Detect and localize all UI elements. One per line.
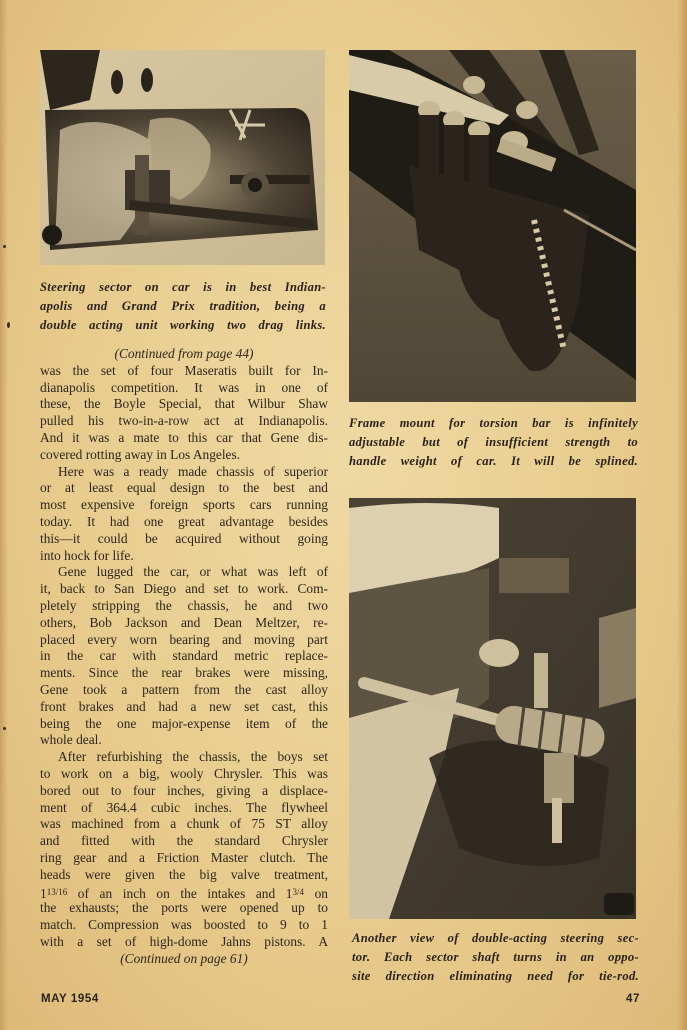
article-line: ring gear and a Friction Master clutch. The xyxy=(40,849,328,865)
article-line: it, back to San Diego and set to work. Com- xyxy=(40,581,328,597)
article-line: bored out to four inches, giving a displace- xyxy=(40,782,328,798)
article-line: $1^{13/16}$ of an inch on the intakes and $1^{3/4}$ on xyxy=(40,885,328,901)
page-edge-shadow xyxy=(677,0,687,1030)
page-edge-shadow xyxy=(0,0,8,1030)
article-line: most expensive foreign sports cars running xyxy=(40,497,328,513)
article-line: or at least equal design to the best and xyxy=(40,480,328,496)
article-line: placed every worn bearing and moving part xyxy=(40,631,328,647)
caption-line: Steering sector on car is in best Indian- xyxy=(40,280,326,294)
continued-on-note: (Continued on page 61) xyxy=(120,950,248,966)
article-line: match. Compression was boosted to 9 to 1 xyxy=(40,917,328,933)
steering-sector-caption xyxy=(40,278,326,335)
article-line: the exhausts; the ports were opened up to xyxy=(40,900,328,916)
article-line: Gene took a pattern from the cast alloy xyxy=(40,681,328,697)
article-line: front brakes and had a new set cast, this xyxy=(40,698,328,714)
article-line: dianapolis competition. It was in one of xyxy=(40,379,328,395)
article-line: in the car with standard metric replace- xyxy=(40,648,328,664)
article-line: being the one major-expense item of the xyxy=(40,715,328,731)
article-body xyxy=(40,363,328,951)
article-line: was the set of four Maseratis built for In- xyxy=(40,362,328,378)
article-line: to work on a big, wooly Chrysler. This was xyxy=(40,765,328,781)
page-number: 47 xyxy=(626,993,640,1005)
article-line: ments. Since the rear brakes were missing, xyxy=(40,665,328,681)
article-line: pulled his two-in-a-row act at Indianapolis. xyxy=(40,413,328,429)
caption-line: handle weight of car. It will be splined. xyxy=(349,454,638,468)
article-line: whole deal. xyxy=(40,732,102,748)
article-line: into hock for life. xyxy=(40,547,134,563)
double-acting-sector-photo xyxy=(349,498,636,919)
article-line: ment of 364.4 cubic inches. The flywheel xyxy=(40,799,328,815)
article-line: After refurbishing the chassis, the boys set xyxy=(58,749,328,765)
article-line: heads were given the big valve treatment, xyxy=(40,866,328,882)
article-column xyxy=(40,346,328,967)
article-line: was machined from a chunk of 75 ST alloy xyxy=(40,816,328,832)
print-speck xyxy=(7,322,10,328)
caption-line: Another view of double-acting steering sec- xyxy=(352,931,639,945)
steering-sector-photo xyxy=(40,50,325,265)
caption-line: tor. Each sector shaft turns in an oppo- xyxy=(352,950,639,964)
issue-date: MAY 1954 xyxy=(41,993,99,1005)
article-line: pletely stripping the chassis, he and two xyxy=(40,597,328,613)
article-line: these, the Boyle Special, that Wilbur Shaw xyxy=(40,396,328,412)
article-line: with a set of high-dome Jahns pistons. A xyxy=(40,933,328,949)
article-line: Here was a ready made chassis of superior xyxy=(58,463,328,479)
frame-mount-photo xyxy=(349,50,636,402)
caption-line: apolis and Grand Prix tradition, being a xyxy=(40,299,326,313)
print-speck xyxy=(3,245,6,248)
article-line: Gene lugged the car, or what was left of xyxy=(58,564,328,580)
article-line: And it was a mate to this car that Gene dis- xyxy=(40,429,328,445)
caption-line: site direction eliminating need for tie-rod. xyxy=(352,969,639,983)
article-line: and fitted with the standard Chrysler xyxy=(40,833,328,849)
continued-from-note: (Continued from page 44) xyxy=(114,346,254,361)
print-speck xyxy=(3,727,6,730)
caption-line: Frame mount for torsion bar is infinitely xyxy=(349,416,638,430)
article-line: today. It had one great advantage besides xyxy=(40,513,328,529)
article-line: others, Bob Jackson and Dean Meltzer, re- xyxy=(40,614,328,630)
article-line: this—it could be acquired without going xyxy=(40,530,328,546)
caption-line: double acting unit working two drag links. xyxy=(40,318,326,332)
article-line: covered rotting away in Los Angeles. xyxy=(40,446,241,462)
frame-mount-caption xyxy=(349,414,638,471)
caption-line: adjustable but of insufficient strength to xyxy=(349,435,638,449)
double-acting-caption xyxy=(352,929,639,986)
